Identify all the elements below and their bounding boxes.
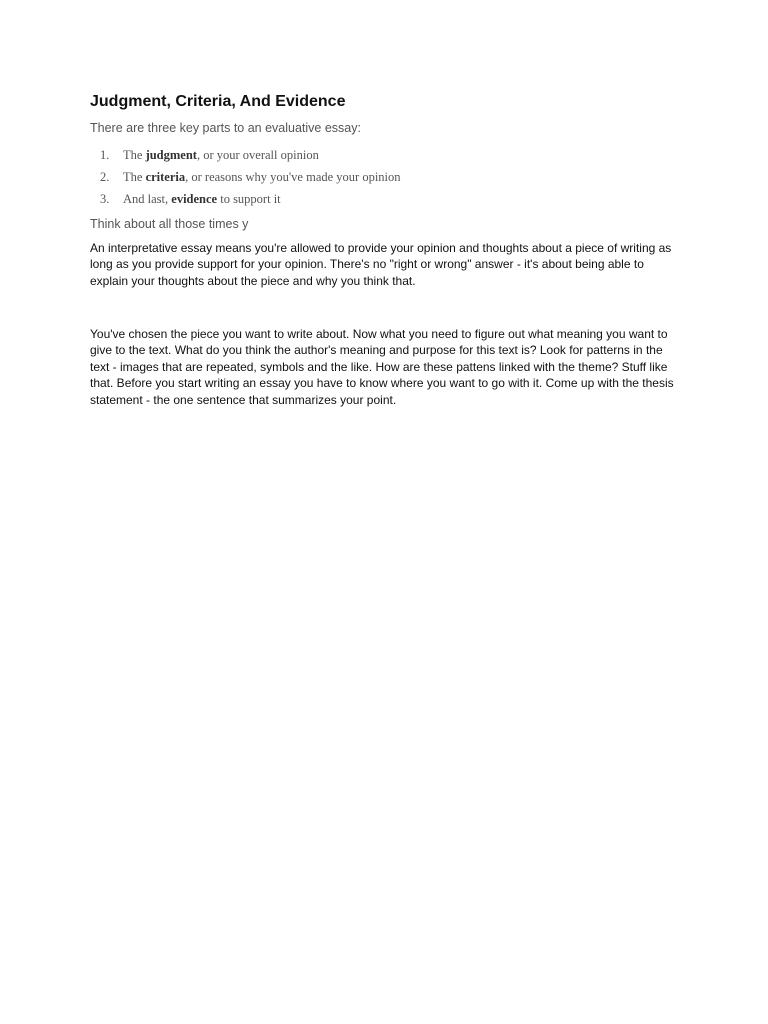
list-text-pre: The bbox=[123, 170, 146, 184]
intro-text: There are three key parts to an evaluative essay: bbox=[90, 121, 361, 135]
list-item bbox=[90, 168, 401, 190]
list-keyword: judgment bbox=[145, 148, 197, 162]
list-text-post: , or your overall opinion bbox=[196, 148, 319, 162]
list-keyword: evidence bbox=[171, 192, 218, 206]
truncated-text: Think about all those times y bbox=[90, 217, 249, 231]
list-number: 2. bbox=[100, 170, 110, 184]
section-heading: Judgment, Criteria, And Evidence bbox=[90, 93, 346, 110]
key-parts-list bbox=[90, 146, 401, 212]
list-text-pre: The bbox=[123, 148, 146, 162]
list-keyword: criteria bbox=[145, 170, 186, 184]
list-text-pre: And last, bbox=[123, 192, 172, 206]
paragraph-interpretative: An interpretative essay means you're allowed to provide your opinion and thoughts about a piece of writing as long as you provide support for your opinion. There's no "right or wrong" answer - it's about being able to explain your thoughts about the piece and why you think that. bbox=[90, 241, 672, 288]
list-number: 1. bbox=[100, 148, 110, 162]
list-item bbox=[90, 190, 401, 212]
list-item bbox=[90, 146, 401, 168]
list-text-post: , or reasons why you've made your opinion bbox=[185, 170, 401, 184]
list-number: 3. bbox=[100, 192, 110, 206]
paragraph-thesis: You've chosen the piece you want to write about. Now what you need to figure out what meaning you want to give to the text. What do you think the author's meaning and purpose for this text is? Look for patterns in the text - images that are repeated, symbols and the like. How are these pattens linked with the theme? Stuff like that. Before you start writing an essay you have to know where you want to go with it. Come up with the thesis statement - the one sentence that summarizes your point. bbox=[90, 327, 674, 407]
list-text-post: to support it bbox=[217, 192, 281, 206]
